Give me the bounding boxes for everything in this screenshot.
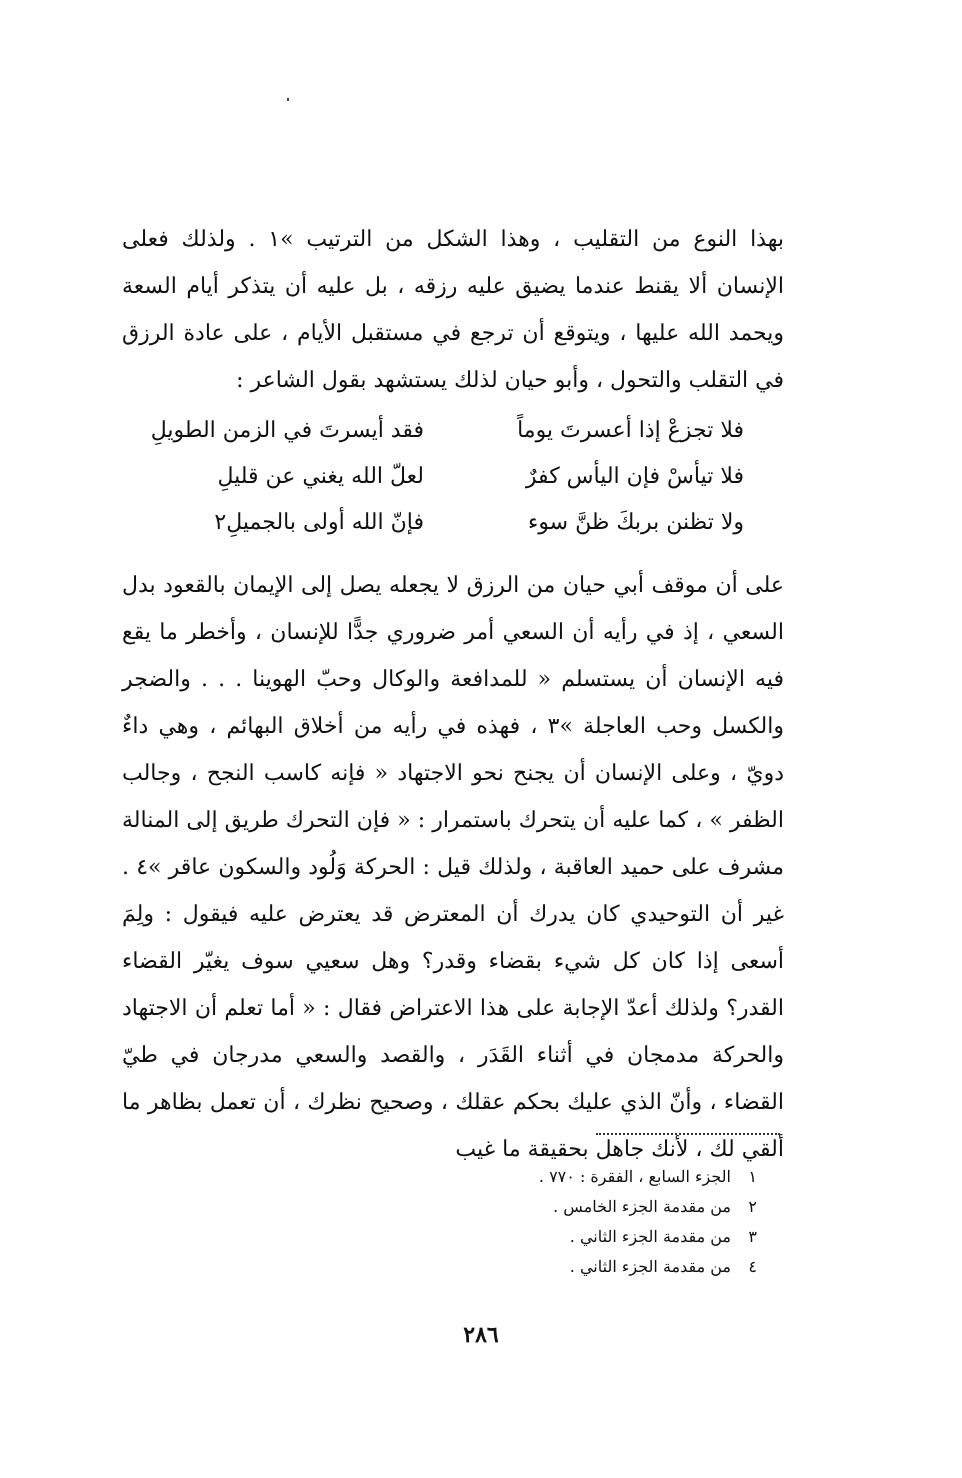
footnote-text: من مقدمة الجزء الثاني . <box>569 1227 731 1246</box>
scan-speck <box>287 98 289 101</box>
footnote-text: الجزء السابع ، الفقرة : ٧٧٠ . <box>538 1167 731 1186</box>
footnote-text: من مقدمة الجزء الثاني . <box>569 1257 731 1276</box>
poem-hemistich-second: فإنّ الله أولى بالجميلِ٢ <box>214 510 424 535</box>
footnote-text: من مقدمة الجزء الخامس . <box>553 1197 731 1216</box>
footnote-number: ٣ <box>748 1227 757 1246</box>
poem-verse <box>124 408 744 454</box>
poem <box>124 408 744 546</box>
footnote-item <box>357 1162 757 1192</box>
poem-verse <box>124 454 744 500</box>
body-paragraph-1: بهذا النوع من التقليب ، وهذا الشكل من الترتيب »١ . ولذلك فعلى الإنسان ألا يقنط عندما يضيق عليه رزقه ، بل عليه أن يتذكر أيام السعة ويحمد الله عليها ، ويتوقع أن ترجع في مستقبل الأيام ، على عادة الرزق في التقلب والتحول ، وأبو حيان لذلك يستشهد بقول الشاعر : <box>122 227 784 393</box>
body-paragraph-2: على أن موقف أبي حيان من الرزق لا يجعله يصل إلى الإيمان بالقعود بدل السعي ، إذ في رأيه أن السعي أمر ضروري جدًّا للإنسان ، وأخطر ما يقع فيه الإنسان أن يستسلم « للمدافعة والوكال وحبّ الهوينا . . . والضجر والكسل وحب العاجلة »٣ ، فهذه في رأيه من أخلاق البهائم ، وهي داءٌ دويّ ، وعلى الإنسان أن يجنح نحو الاجتهاد « فإنه كاسب النجح ، وجالب الظفر » ، كما عليه أن يتحرك باستمرار : « فإن التحرك طريق إلى المنالة مشرف على حميد العاقبة ، ولذلك قيل : الحركة وَلُود والسكون عاقر »٤ . غير أن التوحيدي كان يدرك أن المعترض قد يعترض عليه فيقول : ولِمَ أسعى إذا كان كل شيء بقضاء وقدر؟ وهل سعيي سوف يغيّر القضاء القدر؟ ولذلك أعدّ الإجابة على هذا الاعتراض فقال : « أما تعلم أن الاجتهاد والحركة مدمجان في أثناء القَدَر ، والقصد والسعي مدرجان في طيّ القضاء ، وأنّ الذي عليك بحكم عقلك ، وصحيح نظرك ، أن تعمل بظاهر ما ألقي لك ، لأنك جاهل بحقيقة ما غيب <box>122 573 785 1162</box>
footnote-item <box>357 1222 757 1252</box>
footnotes <box>357 1162 757 1282</box>
poem-hemistich-first: فلا تجزعْ إذا أعسرتَ يوماً <box>517 418 744 443</box>
footnote-separator <box>596 1133 780 1135</box>
poem-hemistich-second: لعلّ الله يغني عن قليلِ <box>217 464 424 489</box>
page-number: ٢٨٦ <box>463 1322 499 1348</box>
poem-hemistich-first: ولا تظنن بربكَ ظنَّ سوء <box>527 510 744 535</box>
poem-verse <box>124 500 744 546</box>
poem-hemistich-first: فلا تيأسْ فإن اليأس كفرٌ <box>525 464 744 489</box>
footnote-number: ٢ <box>748 1197 757 1216</box>
footnote-item <box>357 1192 757 1222</box>
footnote-item <box>357 1252 757 1282</box>
footnote-number: ١ <box>748 1167 757 1186</box>
poem-hemistich-second: فقد أيسرتَ في الزمن الطويلِ <box>150 418 424 443</box>
footnote-number: ٤ <box>748 1257 757 1276</box>
